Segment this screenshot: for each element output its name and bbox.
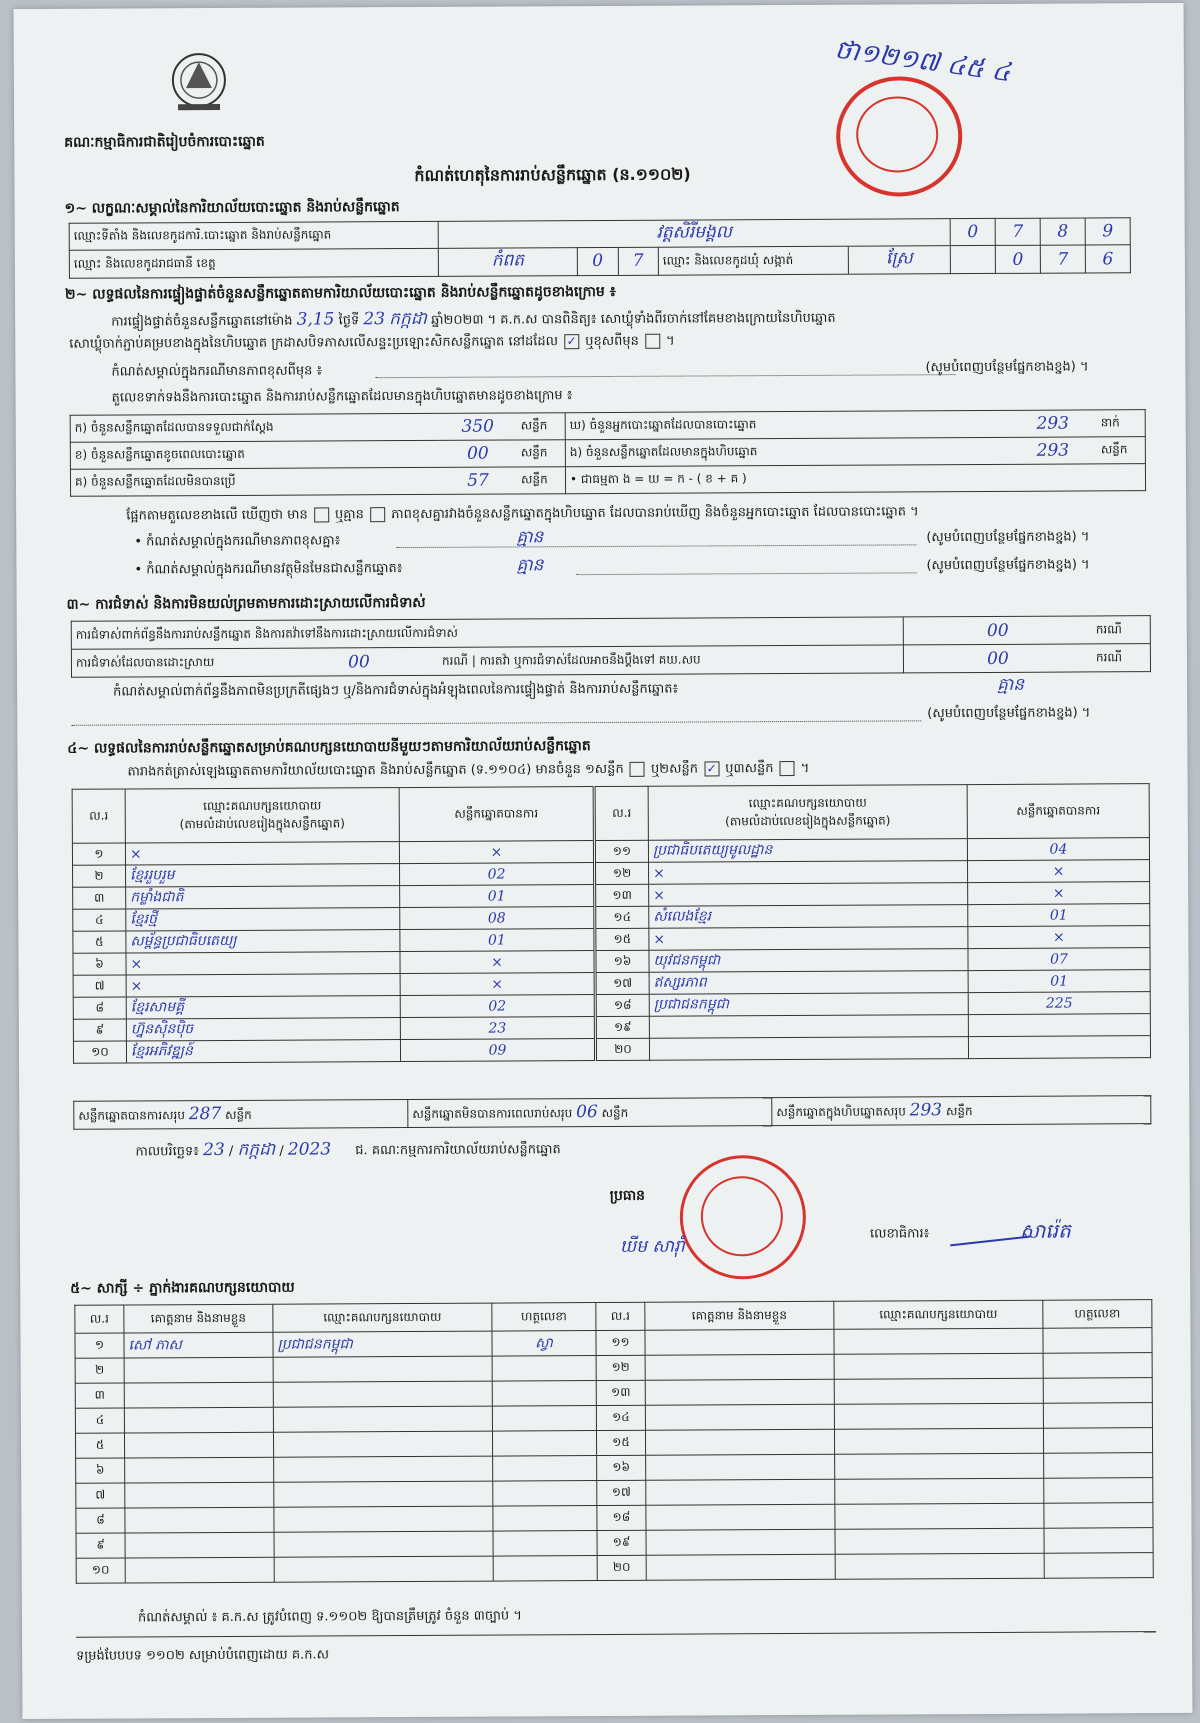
station-name: វត្តសិរីមង្គល: [656, 221, 733, 243]
col-no-left: ល.រ: [72, 789, 125, 843]
witness-no: ៩: [76, 1533, 125, 1558]
objection-row1-unit: ករណី: [1092, 616, 1151, 644]
bullet2: • កំណត់សម្គាល់ក្នុងករណីមានវត្ថុមិនមែនជាសន្លឹកឆ្នោត៖: [134, 561, 403, 578]
total-box-unit: សន្លឹក: [945, 1104, 973, 1119]
witness-name: [125, 1482, 274, 1508]
witness-no: ១៦: [597, 1455, 646, 1480]
commune-code-3: 6: [1085, 245, 1130, 273]
witness-name: [124, 1432, 273, 1458]
result-no: ៣: [73, 887, 126, 909]
check-icon: ✓: [564, 334, 579, 349]
result-votes: ×: [400, 973, 595, 996]
total-invalid-unit: សន្លឹក: [601, 1105, 629, 1121]
result-no: ២០: [595, 1038, 649, 1060]
witness-name: [646, 1504, 835, 1530]
result-party: ហ្វ៊ុនស៊ិនប៉ិច: [126, 1018, 400, 1041]
date-line: កាលបរិច្ឆេទ៖ 23 / កក្កដា / 2023 ជ. គណៈកម្មការការិយាល័យរាប់សន្លឹកឆ្នោត: [135, 1139, 561, 1161]
result-votes: 01: [400, 929, 595, 952]
witness-signature: ស្វា: [492, 1331, 596, 1357]
witness-name: [645, 1429, 834, 1455]
result-party: ប្រជាធិបតេយ្យមូលដ្ឋាន: [648, 839, 967, 863]
witness-no: ៨: [76, 1508, 125, 1533]
witness-name: [646, 1479, 835, 1505]
province-code-2: 7: [632, 250, 644, 271]
result-votes: ×: [399, 841, 594, 864]
counts-table: [70, 409, 1146, 497]
witness-signature: [492, 1356, 596, 1382]
count-a-unit: សន្លឹក: [517, 413, 566, 440]
count-a-label: ក) ចំនួនសន្លឹកឆ្នោតដែលបានទទួលជាក់ស្តែង: [70, 413, 439, 442]
witness-no: ៣: [75, 1383, 124, 1408]
secretary-signature: [950, 1236, 1030, 1247]
witness-name: [125, 1557, 274, 1583]
commune-code-2: 7: [1040, 245, 1085, 273]
witness-party: [835, 1528, 1044, 1554]
station-code-4: 9: [1085, 218, 1130, 245]
result-party: ខ្មែររួបរួម: [126, 864, 400, 887]
witness-no: ១: [75, 1333, 124, 1358]
province-code-1: 0: [578, 248, 619, 275]
result-no: ១១: [594, 840, 648, 862]
section5-title: ៥~ សាក្សី ÷ ភ្នាក់ងារគណបក្សនយោបាយ: [70, 1279, 295, 1297]
count-d-value: 293: [1009, 410, 1097, 437]
result-party: ×: [126, 974, 400, 997]
witness-name: [646, 1529, 835, 1555]
witness-party: [834, 1328, 1043, 1354]
result-party: ខ្មែរថ្មី: [126, 908, 400, 931]
objection-row2-label-b: ការតវ៉ា ឬការជំទាស់ដែលអាចនឹងប្តឹងទៅ គឃ.សប: [479, 651, 701, 668]
has-diff-box: [314, 507, 329, 522]
witness-signature: [492, 1431, 596, 1457]
result-votes: 04: [967, 838, 1149, 861]
section2-para1: [111, 305, 1141, 331]
results-table: [72, 783, 1151, 1064]
witness-signature: [1043, 1353, 1152, 1379]
objection-row2-label: ការជំទាស់ដែលបានដោះស្រាយ: [71, 648, 280, 677]
witness-name: [646, 1554, 835, 1580]
table-row: [73, 1036, 1150, 1064]
result-votes: [968, 1014, 1150, 1037]
count-d-label: ឃ) ចំនួនអ្នកបោះឆ្នោតដែលបានបោះឆ្នោត: [565, 410, 1009, 439]
bullet1: • កំណត់សម្គាល់ក្នុងករណីមានភាពខុសគ្នា៖: [134, 533, 341, 550]
witness-name: [124, 1382, 273, 1408]
witness-party: [274, 1531, 493, 1557]
para1-c: ឆ្នាំ២០២៣ ។ គ.ក.ស បានពិនិត្យ៖ សោឃ្លុំទាំងពីរចាក់នៅគែមខាងក្រោយនៃហិបឆ្នោត: [431, 310, 836, 328]
total-invalid-cell: [408, 1098, 772, 1128]
witness-party: [835, 1553, 1044, 1579]
committee-label: ជ. គណៈកម្មការការិយាល័យរាប់សន្លឹកឆ្នោត: [355, 1142, 561, 1159]
witness-signature: [1043, 1328, 1152, 1354]
province-name: កំពត: [438, 248, 577, 277]
result-no: ៨: [73, 997, 126, 1019]
date-day: 23: [203, 1139, 225, 1161]
witness-signature: [492, 1381, 596, 1407]
formula: • ជាធម្មតា ង = ឃ = ក - ( ខ + គ ): [565, 464, 1145, 494]
section2-title: ២~ លទ្ធផលនៃការផ្ទៀងផ្ទាត់ចំនួនសន្លឹកឆ្នោតតាមការិយាល័យបោះឆ្នោត និងរាប់សន្លឹកឆ្នោតដូចខាងក្រោម ៖: [64, 283, 616, 303]
para2-b: ឬខុសពីមុន: [585, 333, 639, 350]
station-code-3: 8: [1040, 218, 1085, 245]
result-party: សំលេងខ្មែរ: [649, 905, 968, 929]
col-party-right: [648, 785, 967, 841]
totals-table: [73, 1095, 1151, 1130]
witness-name: [125, 1532, 274, 1558]
result-votes: ×: [968, 860, 1150, 883]
w-col-party-2: ឈ្មោះគណបក្សនយោបាយ: [834, 1300, 1043, 1329]
witness-no: ២០: [597, 1555, 646, 1580]
result-no: ១៦: [595, 950, 649, 972]
witness-party: [273, 1381, 492, 1407]
unchecked-box: [645, 334, 660, 349]
witness-no: ១៩: [597, 1530, 646, 1555]
table-intro: តួលេខទាក់ទងនឹងការបោះឆ្នោត និងការរាប់សន្លឹកឆ្នោតដែលមានក្នុងហិបឆ្នោតមានដូចខាងក្រោម ៖: [111, 388, 573, 406]
count-e-label: ង) ចំនួនសន្លឹកឆ្នោតដែលមានក្នុងហិបឆ្នោត: [565, 437, 1009, 466]
station-code-2: 7: [995, 218, 1040, 245]
w-col-sign-2: ហត្ថលេខា: [1043, 1300, 1152, 1329]
result-party: សម្ព័ន្ធប្រជាធិបតេយ្យ: [126, 930, 400, 953]
result-no: ១៨: [595, 994, 649, 1016]
witness-signature: [493, 1556, 597, 1582]
result-no: ១២: [595, 862, 649, 884]
section5-note: កំណត់សម្គាល់ ៖ គ.ក.ស ត្រូវបំពេញ ទ.១១០២ ឱ្យបានត្រឹមត្រូវ ចំនួន ៣ច្បាប់ ។: [137, 1608, 522, 1626]
result-no: ២: [73, 865, 126, 887]
witness-party: [834, 1378, 1043, 1404]
intro-end: ។: [800, 760, 810, 776]
result-no: ១០: [73, 1041, 126, 1063]
result-no: ១៧: [595, 972, 649, 994]
result-votes: ×: [400, 951, 595, 974]
result-votes: 07: [968, 948, 1150, 971]
chair-label: ប្រធាន: [609, 1187, 646, 1204]
witness-name: [125, 1507, 274, 1533]
w-col-no: ល.រ: [75, 1305, 124, 1333]
no-diff-box: [370, 507, 385, 522]
section3-note-line: [71, 720, 921, 725]
witness-signature: [1044, 1503, 1153, 1529]
result-no: ១៩: [595, 1016, 649, 1038]
para1-b: ថ្ងៃទី: [338, 313, 360, 329]
result-no: ៧: [73, 975, 126, 997]
w-col-no-2: ល.រ: [596, 1302, 645, 1330]
witness-signature: [1043, 1403, 1152, 1429]
result-votes: 08: [400, 907, 595, 930]
result-no: ១៣: [595, 884, 649, 906]
w-col-name-2: គោត្តនាម និងនាមខ្លួន: [645, 1301, 834, 1330]
official-seal-icon: [680, 1155, 807, 1280]
witness-name: សៅ ភាស: [124, 1332, 273, 1358]
station-table: [69, 217, 1131, 279]
witness-name: [645, 1379, 834, 1405]
count-d-unit: នាក់: [1097, 410, 1146, 437]
witness-name: [646, 1454, 835, 1480]
witness-party: [273, 1431, 492, 1457]
w-col-name: គោត្តនាម និងនាមខ្លួន: [124, 1304, 273, 1333]
witness-signature: [493, 1481, 597, 1507]
result-no: ៥: [73, 931, 126, 953]
section3-title: ៣~ ការជំទាស់ និងការមិនយល់ព្រមតាមការដោះស្រាយលើការជំទាស់: [66, 594, 426, 613]
section2-note-label: កំណត់សម្គាល់ក្នុងករណីមានភាពខុសពីមុន ៖: [111, 363, 323, 380]
intro-a: តារាងកត់ត្រាស់ឡេងឆ្នោតតាមការិយាល័យបោះឆ្នោត និងរាប់សន្លឹកឆ្នោត (ទ.១១០៤) មានចំនួន ១សន្លឹក: [127, 761, 624, 780]
w-col-party: ឈ្មោះគណបក្សនយោបាយ: [273, 1303, 492, 1332]
bullet2-line: [576, 572, 916, 575]
note-line: [375, 374, 955, 378]
bullet1-line: [396, 544, 916, 548]
count-time: 3,15: [296, 309, 335, 330]
date-label: កាលបរិច្ឆេទ៖: [135, 1144, 200, 1160]
count-month: កក្កដា: [389, 308, 427, 330]
commune-name: ស្រែ: [885, 248, 913, 269]
witness-name: [645, 1354, 834, 1380]
bullet1-value: គ្មាន: [516, 527, 544, 548]
witness-party: [274, 1481, 493, 1507]
witness-no: ៤: [75, 1408, 124, 1433]
objection-row1-value: 00: [903, 616, 1092, 645]
witness-signature: [1044, 1528, 1153, 1554]
form-sheet: [14, 3, 1193, 1719]
form-title: កំណត់ហេតុនៃការរាប់សន្លឹកឆ្នោត (ន.១១០២): [414, 164, 691, 185]
count-c-label: គ) ចំនួនសន្លឹកឆ្នោតដែលមិនបានប្រើ: [70, 467, 439, 496]
secretary-name: សារ៉េត: [1019, 1218, 1071, 1243]
result-votes: ×: [968, 882, 1150, 905]
witness-party: [834, 1353, 1043, 1379]
section4-intro: [127, 759, 1137, 780]
result-no: ៩: [73, 1019, 126, 1041]
witness-no: ១១: [596, 1330, 645, 1355]
witness-no: ៦: [76, 1458, 125, 1483]
witness-signature: [493, 1506, 597, 1532]
witness-signature: [1043, 1428, 1152, 1454]
secretary-label: លេខាធិការ៖: [869, 1226, 930, 1242]
col-votes-left: សន្លឹកឆ្នោតបានការ: [399, 787, 594, 842]
witness-signature: [1044, 1453, 1153, 1479]
objection-row2-value: 00: [280, 647, 438, 676]
bullet1-fill: (សូមបំពេញបន្ថែមផ្នែកខាងខ្នង) ។: [926, 529, 1090, 546]
section2-fill-more: (សូមបំពេញបន្ថែមផ្នែកខាងខ្នង) ។: [925, 359, 1089, 376]
result-party: ×: [126, 952, 400, 975]
witness-party: [834, 1403, 1043, 1429]
witness-party: [274, 1456, 493, 1482]
witness-no: ៥: [75, 1433, 124, 1458]
result-party: យុវជនកម្ពុជា: [649, 949, 968, 973]
intro-b: ឬ២សន្លឹក: [650, 761, 698, 777]
intro-c: ឬ៣សន្លឹក: [725, 761, 774, 777]
w-col-sign: ហត្ថលេខា: [492, 1303, 596, 1332]
witness-party: [835, 1503, 1044, 1529]
section1-title: ១~ លក្ខណៈសម្គាល់នៃការិយាល័យបោះឆ្នោត និងរាប់សន្លឹកឆ្នោត: [64, 199, 400, 217]
witness-party: [835, 1453, 1044, 1479]
compare-a: ផ្អែកតាមតួលេខខាងលើ ឃើញថា មាន: [126, 507, 308, 524]
witness-name: [124, 1407, 273, 1433]
total-valid-cell: [74, 1100, 408, 1130]
result-party: ×: [125, 842, 399, 865]
total-invalid: 06: [576, 1102, 598, 1123]
witness-no: ១៨: [597, 1505, 646, 1530]
station-label: ឈ្មោះទីតាំង និងលេខកូដការិ.បោះឆ្នោត និងរាប់សន្លឹកឆ្នោត: [69, 221, 438, 250]
witness-signature: [1043, 1378, 1152, 1404]
result-no: ១៥: [595, 928, 649, 950]
section3-note-value: គ្មាន: [997, 674, 1025, 695]
witness-name: [645, 1329, 834, 1355]
result-party: ×: [649, 927, 968, 951]
witness-party: ប្រជាជនកម្ពុជា: [273, 1331, 492, 1357]
date-month: កក្កដា: [237, 1139, 276, 1160]
bullet2-value: គ្មាន: [516, 555, 544, 576]
total-box-cell: [772, 1096, 1151, 1126]
result-party: ឥស្សរភាព: [649, 971, 968, 995]
para1-a: ការផ្ទៀងផ្ទាត់ចំនួនសន្លឹកឆ្នោតនៅម៉ោង: [111, 313, 293, 330]
count-b-label: ខ) ចំនួនសន្លឹកឆ្នោតខូចពេលបោះឆ្នោត: [70, 440, 439, 469]
result-party: កម្លាំងជាតិ: [126, 886, 400, 909]
witness-party: [835, 1478, 1044, 1504]
count-b-value: 00: [439, 440, 517, 467]
result-no: ៦: [73, 953, 126, 975]
result-votes: 01: [400, 885, 595, 908]
commune-label: ឈ្មោះ និងលេខកូដឃុំ សង្កាត់: [659, 247, 849, 275]
witness-no: ២: [75, 1358, 124, 1383]
total-box-label: សន្លឹកឆ្នោតក្នុងហិបឆ្នោតសរុប: [776, 1104, 906, 1120]
result-party: ×: [649, 883, 968, 907]
result-votes: 02: [400, 995, 595, 1018]
one-sheet-box: [630, 762, 645, 777]
footer-rule: [76, 1631, 1156, 1638]
witness-no: ១៧: [597, 1480, 646, 1505]
count-e-value: 293: [1009, 437, 1097, 464]
witness-name: [645, 1404, 834, 1430]
count-day: 23: [363, 309, 386, 330]
total-valid: 287: [188, 1104, 222, 1125]
province-label: ឈ្មោះ និងលេខកូដរាជធានី ខេត្ត: [69, 248, 438, 278]
witness-signature: [493, 1531, 597, 1557]
result-votes: ×: [968, 926, 1150, 949]
witness-signature: [493, 1456, 597, 1482]
section4-title: ៤~ លទ្ធផលនៃការរាប់សន្លឹកឆ្នោតសម្រាប់គណបក្សនយោបាយនីមួយៗតាមការិយាល័យរាប់សន្លឹកឆ្នោត: [67, 738, 591, 757]
result-votes: 01: [968, 904, 1150, 927]
result-votes: 23: [400, 1017, 595, 1040]
col-votes-right: សន្លឹកឆ្នោតបានការ: [967, 784, 1149, 839]
objection-row2-value-b: 00: [903, 644, 1092, 673]
col-no-right: ល.រ: [594, 786, 648, 840]
footer-text: ទម្រង់បែបបទ ១១០២ សម្រាប់បំពេញដោយ គ.ក.ស: [76, 1647, 329, 1664]
witness-no: ១០: [76, 1558, 125, 1583]
objection-table: [71, 615, 1151, 678]
witness-no: ១៥: [596, 1430, 645, 1455]
result-party: ខ្មែរអភិវឌ្ឍន៍: [126, 1040, 400, 1063]
result-no: ១៤: [595, 906, 649, 928]
result-party: [649, 1037, 968, 1061]
result-votes: 225: [968, 992, 1150, 1015]
witness-name: [125, 1457, 274, 1483]
nec-emblem-icon: [164, 48, 234, 116]
objection-row1-label: ការជំទាស់ពាក់ព័ន្ធនឹងការរាប់សន្លឹកឆ្នោត និងការតវ៉ាទៅនឹងការដោះស្រាយលើការជំទាស់: [71, 617, 903, 649]
count-b-unit: សន្លឹក: [517, 440, 566, 467]
table-row: [76, 1553, 1153, 1584]
result-no: ១: [72, 843, 125, 865]
check-icon: ✓: [704, 761, 719, 776]
total-valid-unit: សន្លឹក: [225, 1107, 252, 1122]
result-party: ខ្មែរសាមគ្គី: [126, 996, 400, 1019]
commune-code-1: 0: [995, 245, 1040, 273]
witness-name: [124, 1357, 273, 1383]
total-invalid-label: សន្លឹកឆ្នោតមិនបានការពេលរាប់សរុប: [412, 1106, 573, 1122]
count-a-value: 350: [439, 413, 517, 440]
count-e-unit: សន្លឹក: [1097, 437, 1146, 464]
objection-row2-labelb: ករណី | ការតវ៉ា ឬការជំទាស់ដែលអាចនឹងប្តឹងទៅ គឃ.សប: [438, 645, 904, 675]
col-party-left-title: ឈ្មោះគណបក្សនយោបាយ: [203, 797, 322, 813]
result-votes: 09: [400, 1039, 595, 1062]
section3-fill: (សូមបំពេញបន្ថែមផ្នែកខាងខ្នង) ។: [927, 705, 1091, 722]
result-party: ×: [649, 861, 968, 885]
witness-signature: [1044, 1478, 1153, 1504]
result-votes: 02: [400, 863, 595, 886]
witness-party: [273, 1406, 492, 1432]
compare-b: ឬគ្មាន: [334, 507, 364, 523]
bullet2-fill: (សូមបំពេញបន្ថែមផ្នែកខាងខ្នង) ។: [926, 557, 1090, 574]
result-votes: [968, 1036, 1150, 1059]
witness-party: [834, 1428, 1043, 1454]
result-party: ប្រជាជនកម្ពុជា: [649, 993, 968, 1017]
chair-name: ឃីម សារ៉ាំ: [619, 1236, 685, 1257]
witness-party: [274, 1556, 493, 1582]
org-name: គណៈកម្មាធិការជាតិរៀបចំការបោះឆ្នោត: [64, 133, 265, 151]
witness-party: [273, 1356, 492, 1382]
witness-no: ១២: [596, 1355, 645, 1380]
witness-no: ១៣: [596, 1380, 645, 1405]
date-year: 2023: [287, 1139, 332, 1160]
objection-row2-unit-b: ករណី: [1092, 644, 1151, 672]
witness-no: ១៤: [596, 1405, 645, 1430]
para2-end: ។: [666, 333, 675, 349]
result-party: [649, 1015, 968, 1039]
count-c-unit: សន្លឹក: [517, 467, 566, 494]
three-sheet-box: [780, 761, 795, 776]
witness-signature: [1044, 1553, 1153, 1579]
witness-party: [274, 1506, 493, 1532]
compare-line: [126, 503, 1146, 524]
compare-c: ភាពខុសគ្នារវាងចំនួនសន្លឹកឆ្នោតក្នុងហិបឆ្នោត ដែលបានរាប់ឃើញ និងចំនួនអ្នកបោះឆ្នោត ដែលបានបោះឆ្នោត ។: [391, 504, 919, 523]
result-no: ៤: [73, 909, 126, 931]
col-party-left: [125, 788, 399, 843]
col-party-left-sub: (តាមលំដាប់លេខរៀងក្នុងសន្លឹកឆ្នោត): [179, 815, 345, 831]
objection-row2-unit: ករណី: [441, 653, 469, 668]
station-code-1: 0: [950, 218, 995, 245]
count-c-value: 57: [439, 467, 517, 494]
col-party-right-title: ឈ្មោះគណបក្សនយោបាយ: [748, 795, 867, 810]
result-votes: 01: [968, 970, 1150, 993]
total-box: 293: [909, 1100, 943, 1121]
witness-signature: [492, 1406, 596, 1432]
section2-para2: [69, 331, 1139, 352]
witness-table: [74, 1299, 1153, 1584]
official-seal-icon: [836, 76, 963, 197]
total-valid-label: សន្លឹកឆ្នោតបានការសរុប: [78, 1108, 186, 1123]
handwritten-ref: ថា១២១៧ ៤៥ ៤: [832, 34, 1013, 89]
witness-no: ៧: [76, 1483, 125, 1508]
para2: សោឃ្លុំចាក់ភ្ជាប់គម្របខាងក្នុងនៃហិបឆ្នោត ក្រដាសបិទភាសលើសន្ទះប្រឡោះសិកសន្លឹកឆ្នោត នៅដដែល: [69, 334, 558, 352]
section3-note: កំណត់សម្គាល់ពាក់ព័ន្ធនឹងភាពមិនប្រក្រតីផ្សេងៗ ឬ/និងការជំទាស់ក្នុងអំឡុងពេលនៃការផ្ទៀងផ្ទាត់ និងការរាប់សន្លឹកឆ្នោត៖: [113, 681, 679, 700]
col-party-right-sub: (តាមលំដាប់លេខរៀងក្នុងសន្លឹកឆ្នោត): [725, 812, 891, 828]
